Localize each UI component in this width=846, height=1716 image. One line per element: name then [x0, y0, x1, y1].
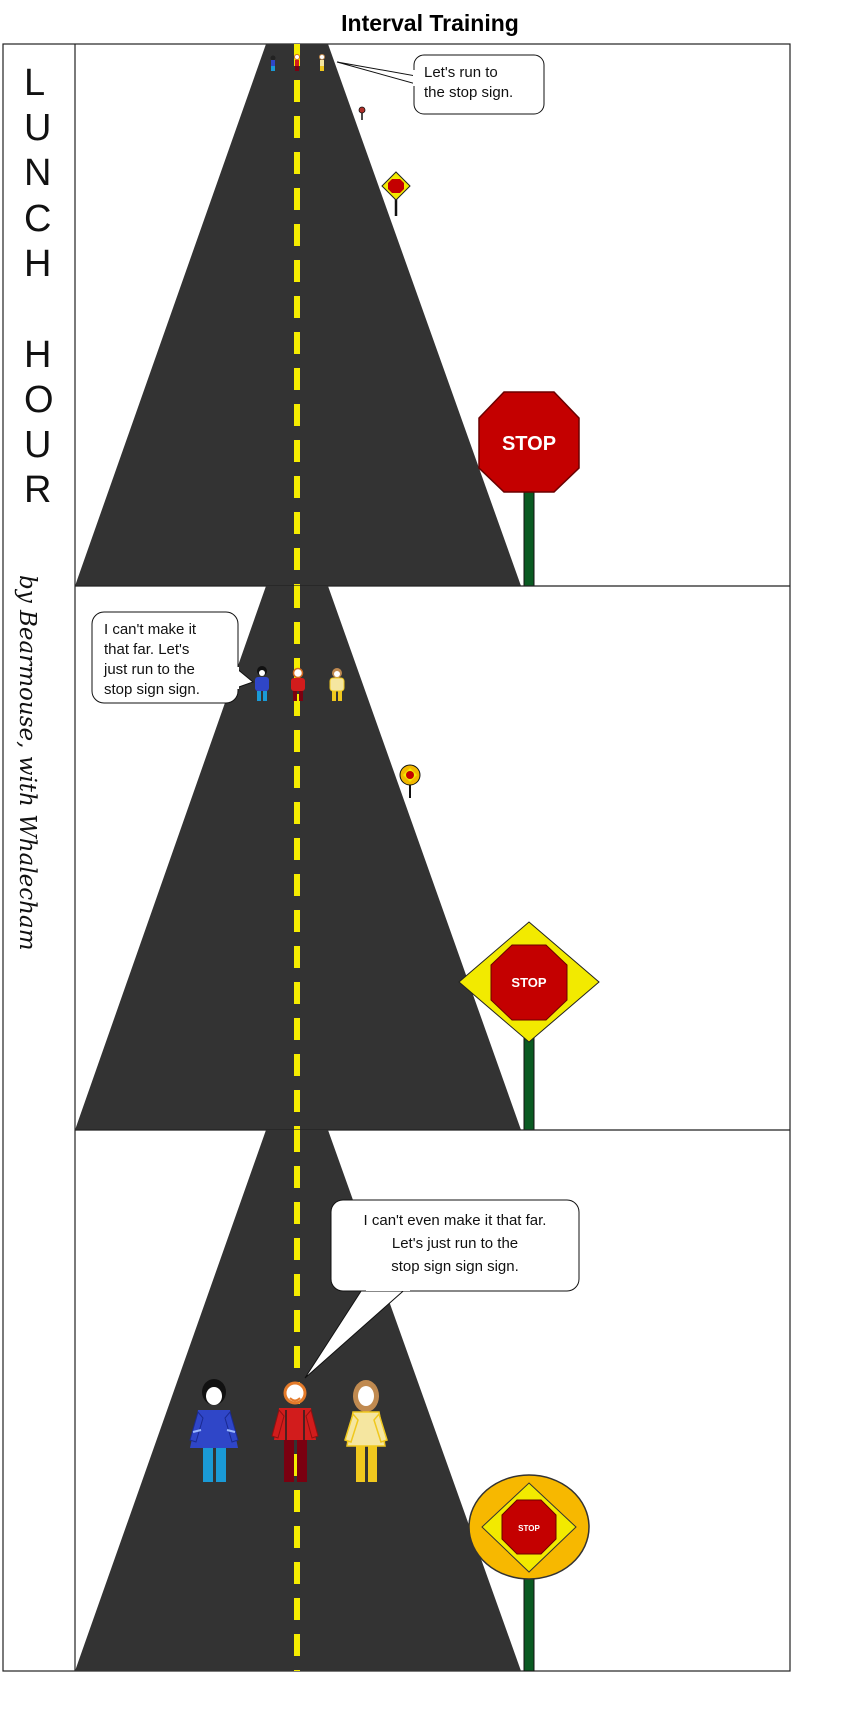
side-title-letter: U: [24, 424, 52, 466]
side-title-letter: O: [24, 379, 54, 421]
stop-sign-label: STOP: [501, 433, 557, 455]
speech-line: Let's run to: [424, 64, 498, 81]
speech-text-panel-1: [424, 63, 513, 103]
side-title-letter: C: [24, 198, 52, 240]
speech-line: I can't even make it that far.: [363, 1212, 547, 1229]
runner-red: [295, 55, 300, 72]
speech-line: Let's just run to the: [391, 1235, 519, 1252]
speech-line: stop sign sign.: [104, 681, 200, 698]
stop-sign-label: STOP: [511, 975, 547, 990]
speech-text-panel-3: [331, 1209, 579, 1278]
runner-blue: [271, 56, 276, 72]
speech-line: the stop sign.: [424, 84, 514, 101]
side-title-letter: N: [24, 152, 52, 194]
side-title-letter: L: [24, 62, 46, 104]
side-title-letter: R: [24, 469, 52, 511]
comic-title: Interval Training: [341, 10, 519, 36]
side-title-letter: U: [24, 107, 52, 149]
speech-line: stop sign sign sign.: [391, 1258, 519, 1275]
speech-text-panel-2: [104, 620, 200, 700]
runner-yellow: [320, 55, 325, 72]
speech-line: that far. Let's: [104, 641, 190, 658]
side-title-letter: H: [24, 243, 52, 285]
side-title-letter: H: [24, 334, 52, 376]
speech-line: I can't make it: [104, 621, 197, 638]
stop-sign-label: STOP: [518, 1524, 540, 1533]
speech-line: just run to the: [104, 661, 195, 678]
byline: by Bearmouse, with Whalecham: [14, 575, 40, 951]
